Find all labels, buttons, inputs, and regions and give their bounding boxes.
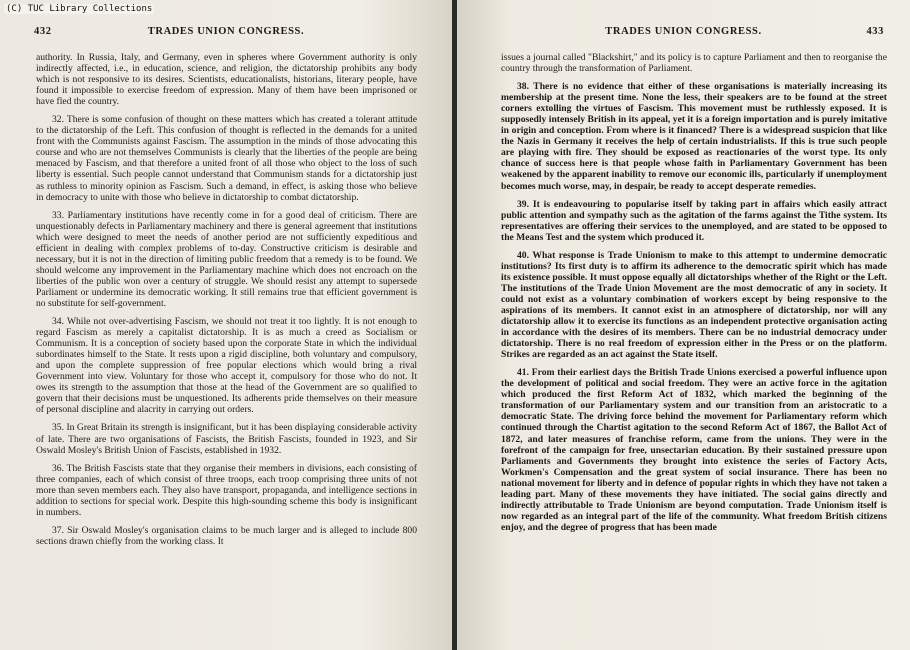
left-running-title: TRADES UNION CONGRESS.	[147, 26, 305, 37]
left-page-number: 432	[34, 26, 52, 37]
paragraph-36: 36. The British Fascists state that they organise their members in divisions, each consisting of three companies, each of which consist of three troops, each troop comprising three units of not more than seven members each. They also have transport, propaganda, and intelligence sections in addition to sections for special work. Despite this high-sounding scheme this body is insignificant in numbers.	[36, 462, 417, 518]
paragraph-33: 33. Parliamentary institutions have recently come in for a good deal of criticism. There are unquestionably defects in Parliamentary machinery and there is general agreement that institutions which were designed to meet the needs of another period are not sufficiently expeditious and efficient in dealing with complex problems of to-day. Constructive criticism is desirable and necessary, but it is not in the direction of limiting public freedom that a remedy is to be found. We should welcome any improvement in the Parliamentary machine which does not encroach on the liberties of the public won over a century of struggle. We should resist any attempt to supersede Parliament or undermine its democratic working. It still remains true that efficient government is no substitute for self-government.	[36, 209, 417, 309]
copyright-notice: (C) TUC Library Collections	[6, 4, 153, 14]
paragraph-37: 37. Sir Oswald Mosley's organisation claims to be much larger and is alleged to include 800 sections drawn chiefly from the working class. It	[36, 524, 417, 547]
left-page-body	[36, 52, 417, 547]
left-page-header	[0, 26, 452, 40]
paragraph-38: 38. There is no evidence that either of these organisations is materially increasing its membership at the present time. None the less, their speakers are to be found at the street corners extolling the virtues of Fascism. This movement must be ruthlessly exposed. It is supposedly intensely British in its appeal, yet it is a foreign importation and is purely imitative in origin and conception. From where is it financed? There is a widespread suspicion that like the Nazis in Germany it receives the help of certain industrialists. If this is true such people are playing with fire. They should be exposed as reactionaries of the worst type. Its only chance of success here is that people whose faith in Parliamentary Government has been weakened by the apparent inability to remove our economic ills, particularly if unemployment becomes much worse, may, in despair, be ready to accept desperate remedies.	[501, 81, 887, 192]
paragraph-39: 39. It is endeavouring to popularise itself by taking part in affairs which easily attract public attention and sympathy such as the agitation of the farms against the Tithe system. Its representatives are offering their services to the unemployed, and are stated to be opposed to the Means Test and the system which produced it.	[501, 198, 887, 243]
right-page-header	[457, 26, 910, 40]
paragraph-40: 40. What response is Trade Unionism to make to this attempt to undermine democratic institutions? Its first duty is to affirm its adherence to the democratic spirit which has made its existence possible. It must oppose equally all dictatorships whether of the Right or the Left. The institutions of the Trade Union Movement are the most democratic of any in society. It could not exist as a voluntary combination of workers except by being responsive to the aspirations of its members. It cannot exist in an atmosphere of dictatorship, nor will any dictatorship allow it to exercise its functions as an independent protective organisation acting in accordance with the desires of its members. There can be no industrial democracy under dictatorship. There is no real freedom of expression either in the Press or on the platform. Strikes are regarded as an act against the State itself.	[501, 249, 887, 361]
right-page	[457, 0, 910, 650]
right-running-title: TRADES UNION CONGRESS.	[605, 26, 762, 37]
left-paragraph-continuation: authority. In Russia, Italy, and Germany, even in spheres where Government authority is only indirectly affected, i.e., in education, science, and religion, the dictatorship prohibits any body which is not responsive to its desires. Scientists, educationalists, historians, literary people, have found it impossible to exercise freedom of expression. Many of them have been imprisoned or have fled the country.	[36, 52, 417, 108]
left-page	[0, 0, 452, 650]
paragraph-41: 41. From their earliest days the British Trade Unions exercised a powerful influence upon the development of political and social freedom. They were an active force in the agitation which produced the first Reform Act of 1832, which marked the beginning of the transformation of our Parliamentary system and our transition from an aristocratic to a democratic State. The driving force behind the movement for Parliamentary reform which continued through the Chartist agitation to the second Reform Act of 1867, the Ballot Act of 1872, and later measures of franchise reform, came from the unions. They were in the forefront of the campaign for free, unsectarian education. By their sustained pressure upon Parliaments and Governments they brought into existence the series of Factory Acts, Workmen's Compensation and the great system of social insurance. There has been no national movement for liberty and in defence of popular rights in which they have not taken a leading part. Many of these movements they have initiated. The social gains directly and indirectly attributable to Trade Unionism are beyond computation. Trade Unionism itself is now regarded as an integral part of the life of the community. What freedom British citizens enjoy, and the degree of progress that has been made	[501, 367, 887, 533]
paragraph-32: 32. There is some confusion of thought on these matters which has created a tolerant attitude to the dictatorship of the Left. This confusion of thought is reflected in the demands for a united front with the Communists against Fascism. The assumption in the minds of those advocating this course and who are not themselves Communists is clearly that the liberties of the people are being menaced by Fascism, and that therefore a united front of all those who object to the loss of such liberty is essential. Such people cannot understand that Communism stands for a dictatorship just as ruthless to minority opinion as Fascism. Such a demand, in effect, is asking those who believe in democracy to unite with those who believe in dictatorship to combat dictatorship.	[36, 114, 417, 203]
right-page-body	[501, 52, 887, 533]
paragraph-35: 35. In Great Britain its strength is insignificant, but it has been displaying considerable activity of late. There are two organisations of Fascists, the British Fascists, founded in 1923, and Sir Oswald Mosley's British Union of Fascists, established in 1932.	[36, 422, 417, 456]
paragraph-34: 34. While not over-advertising Fascism, we should not treat it too lightly. It is not enough to regard Fascism as merely a capitalist dictatorship. It is as much a creed as Socialism or Communism. It is a conception of society based upon the corporate State in which the individual subordinates himself to the State. It rests upon a rigid discipline, both voluntary and compulsory, and upon the complete suppression of free popular elections which would bring a rival Government into view. Voluntary for those who accept it, compulsory for those who do not. It owes its strength to the assumption that those at the head of the Government are so qualified to govern that their decisions must be unquestioned. Its adherents pride themselves on their measure of personal discipline and alacrity in carrying out orders.	[36, 316, 417, 416]
right-paragraph-continuation: issues a journal called "Blackshirt," and its policy is to capture Parliament and then to reorganise the country through the transformation of Parliament.	[501, 52, 887, 75]
right-page-number: 433	[866, 26, 884, 37]
